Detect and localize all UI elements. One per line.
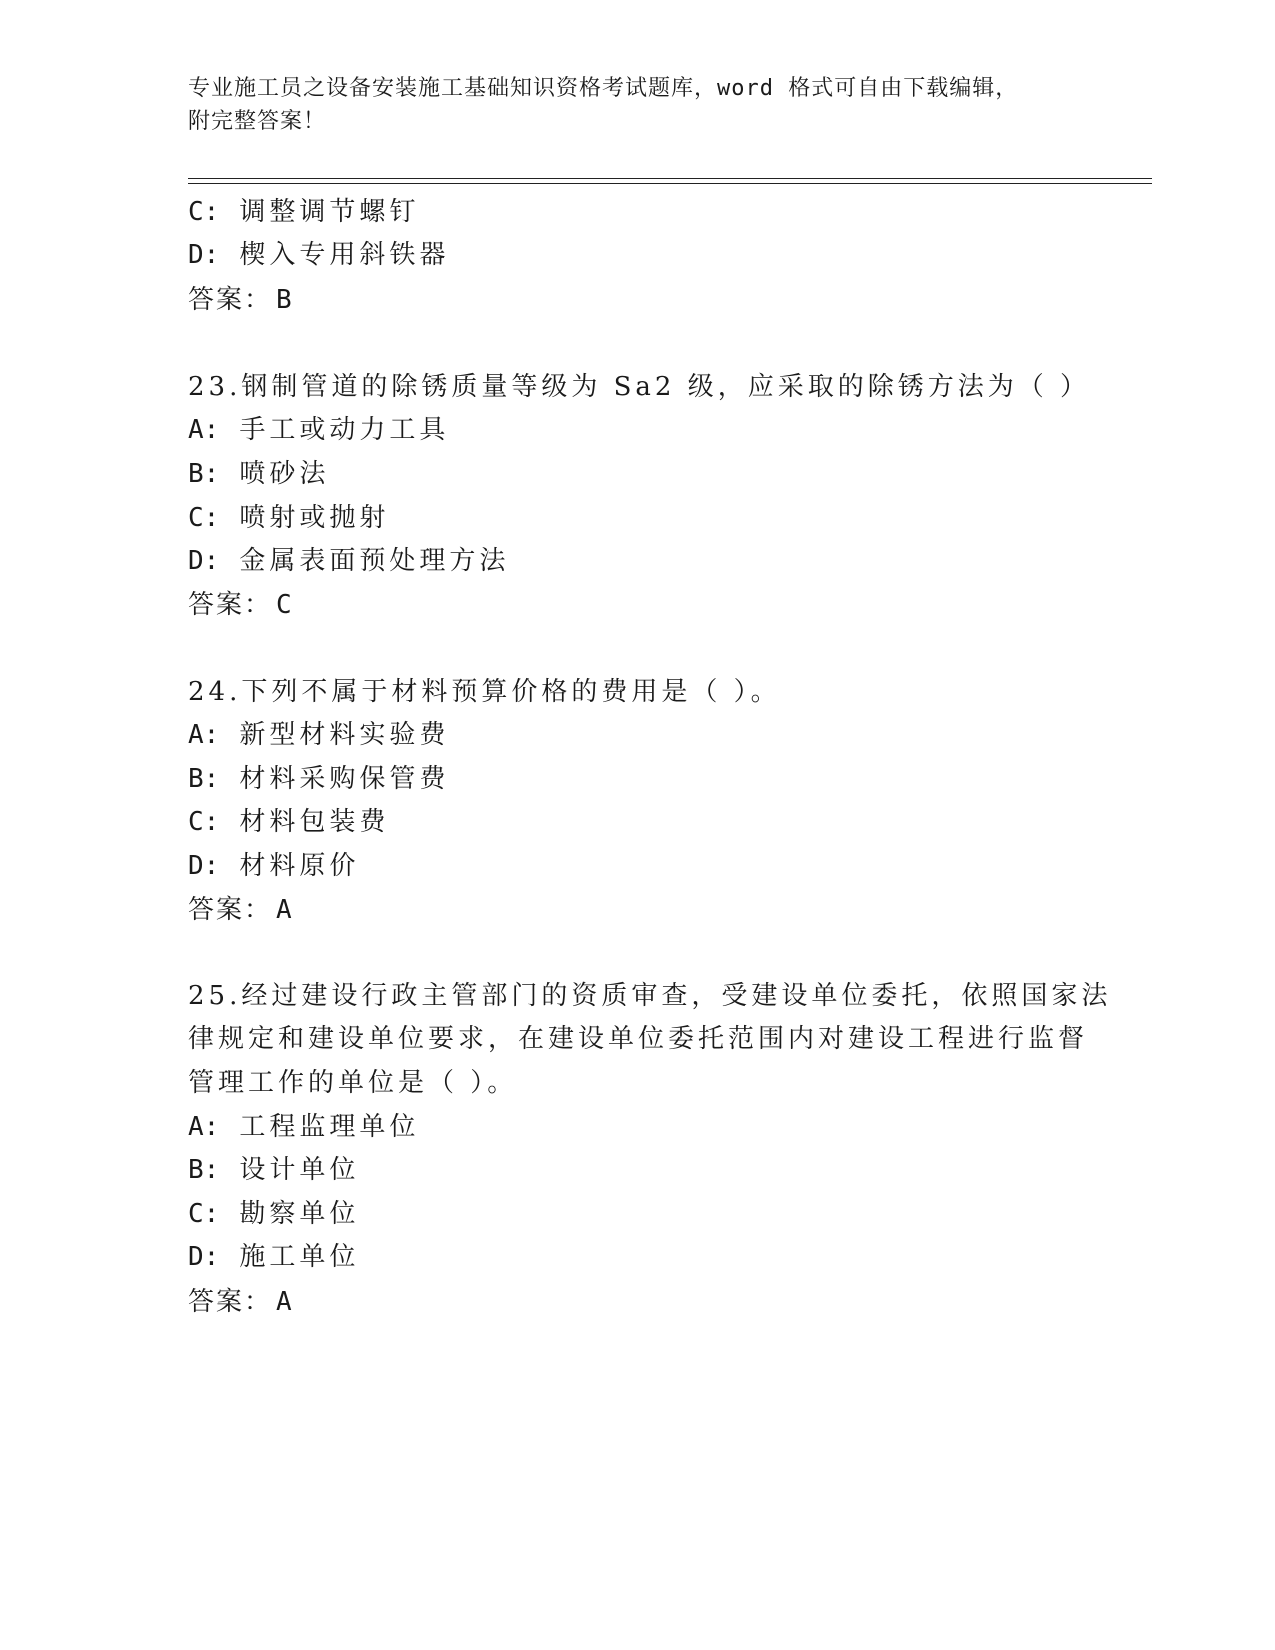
option-c bbox=[188, 801, 389, 838]
question-stem-23: 23.钢制管道的除锈质量等级为 Sa2 级，应采取的除锈方法为（ ） bbox=[188, 372, 1090, 402]
question-stem-25-line-3: 管理工作的单位是（ ）。 bbox=[188, 1068, 518, 1098]
option-text: 手工或动力工具 bbox=[239, 415, 450, 445]
option-a bbox=[188, 714, 449, 751]
option-text: 金属表面预处理方法 bbox=[239, 546, 510, 576]
option-key: D: bbox=[188, 851, 220, 881]
option-text: 施工单位 bbox=[239, 1242, 360, 1272]
option-text: 材料原价 bbox=[239, 851, 360, 881]
option-key: A: bbox=[188, 1112, 220, 1142]
option-key: A: bbox=[188, 415, 220, 445]
header-line-2: 附完整答案！ bbox=[188, 109, 327, 134]
question-stem-24: 24.下列不属于材料预算价格的费用是（ ）。 bbox=[188, 677, 781, 707]
option-key: C: bbox=[188, 807, 220, 837]
answer-label: 答案： bbox=[188, 895, 273, 925]
option-key: D: bbox=[188, 1242, 220, 1272]
answer-value: A bbox=[276, 895, 292, 925]
question-stem-25-line-1: 25.经过建设行政主管部门的资质审查，受建设单位委托，依照国家法 bbox=[188, 981, 1112, 1011]
option-a bbox=[188, 409, 449, 446]
option-key: C: bbox=[188, 1199, 220, 1229]
question-stem-25-line-2: 律规定和建设单位要求，在建设单位委托范围内对建设工程进行监督 bbox=[188, 1024, 1089, 1054]
header-rule-top bbox=[188, 178, 1152, 179]
option-d bbox=[188, 234, 449, 271]
option-text: 楔入专用斜铁器 bbox=[239, 240, 450, 270]
option-b bbox=[188, 453, 329, 490]
option-c bbox=[188, 191, 419, 228]
answer-value: C bbox=[276, 590, 292, 620]
option-text: 喷射或抛射 bbox=[239, 503, 390, 533]
option-b bbox=[188, 1149, 359, 1186]
answer-label: 答案： bbox=[188, 285, 273, 315]
option-key: D: bbox=[188, 240, 220, 270]
option-a bbox=[188, 1106, 419, 1143]
option-text: 调整调节螺钉 bbox=[239, 197, 420, 227]
option-key: B: bbox=[188, 764, 220, 794]
answer-label: 答案： bbox=[188, 590, 273, 620]
answer-label: 答案： bbox=[188, 1287, 273, 1317]
option-text: 设计单位 bbox=[239, 1155, 360, 1185]
answer-value: B bbox=[276, 285, 292, 315]
option-key: A: bbox=[188, 720, 220, 750]
option-d bbox=[188, 540, 509, 577]
answer-value: A bbox=[276, 1287, 292, 1317]
option-key: C: bbox=[188, 197, 220, 227]
answer-line bbox=[188, 889, 292, 926]
answer-line bbox=[188, 1281, 292, 1318]
option-c bbox=[188, 1193, 359, 1230]
option-b bbox=[188, 758, 449, 795]
answer-line bbox=[188, 279, 292, 316]
option-text: 喷砂法 bbox=[239, 459, 330, 489]
option-text: 勘察单位 bbox=[239, 1199, 360, 1229]
option-key: D: bbox=[188, 546, 220, 576]
option-key: C: bbox=[188, 503, 220, 533]
option-d bbox=[188, 1236, 359, 1273]
answer-line bbox=[188, 584, 292, 621]
option-text: 工程监理单位 bbox=[239, 1112, 420, 1142]
option-d bbox=[188, 845, 359, 882]
document-header bbox=[188, 72, 1088, 138]
header-line-1: 专业施工员之设备安装施工基础知识资格考试题库，word 格式可自由下载编辑， bbox=[188, 76, 1019, 101]
option-text: 材料采购保管费 bbox=[239, 764, 450, 794]
option-text: 新型材料实验费 bbox=[239, 720, 450, 750]
header-rule-bottom bbox=[188, 183, 1152, 184]
option-c bbox=[188, 497, 389, 534]
option-key: B: bbox=[188, 459, 220, 489]
option-key: B: bbox=[188, 1155, 220, 1185]
option-text: 材料包装费 bbox=[239, 807, 390, 837]
